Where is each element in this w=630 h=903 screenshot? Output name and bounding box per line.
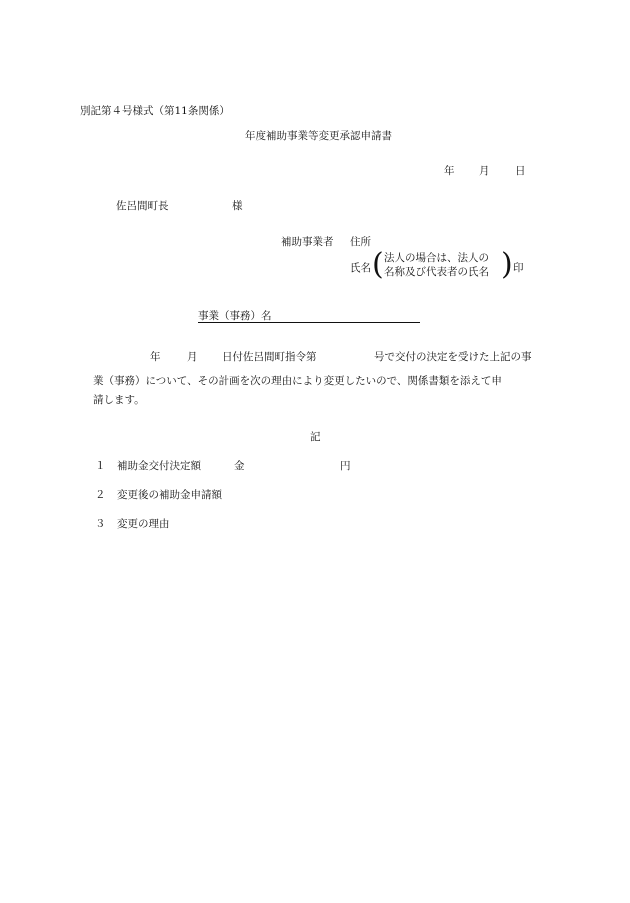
- item-2-number: ２: [95, 489, 106, 501]
- item-1-suffix: 円: [340, 460, 351, 472]
- seal-mark: 印: [513, 262, 524, 274]
- note-heading: 記: [310, 431, 321, 443]
- close-bracket: ): [501, 247, 513, 282]
- body-year: 年: [150, 351, 161, 363]
- body-day-text: 日付佐呂間町指令第: [222, 351, 317, 363]
- body-month: 月: [187, 351, 198, 363]
- project-name-underline: [198, 322, 420, 323]
- corporate-note-line1: 法人の場合は、法人の: [384, 252, 489, 264]
- addressee-name: 佐呂間町長: [116, 200, 169, 212]
- corporate-note-line2: 名称及び代表者の氏名: [384, 266, 489, 278]
- item-2-label: 変更後の補助金申請額: [117, 489, 222, 501]
- project-name-label: 事業（事務）名: [198, 310, 272, 322]
- item-1-prefix: 金: [234, 460, 245, 472]
- body-line2: 業（事務）について、その計画を次の理由により変更したいので、関係書類を添えて申: [93, 375, 502, 387]
- item-3-number: ３: [95, 518, 106, 530]
- item-1-number: １: [95, 460, 106, 472]
- document-title: 年度補助事業等変更承認申請書: [245, 130, 392, 142]
- item-1-label: 補助金交付決定額: [117, 460, 201, 472]
- body-line1-rest: 号で交付の決定を受けた上記の事: [374, 351, 532, 363]
- date-month-label: 月: [479, 165, 490, 177]
- open-bracket: (: [372, 247, 384, 282]
- date-day-label: 日: [515, 165, 526, 177]
- applicant-name-label: 氏名: [350, 262, 371, 274]
- applicant-role: 補助事業者: [281, 236, 334, 248]
- item-3-label: 変更の理由: [117, 518, 170, 530]
- form-id: 別記第４号様式（第11条関係）: [80, 105, 230, 117]
- addressee-honorific: 様: [232, 200, 243, 212]
- body-line3: 請します。: [93, 394, 145, 406]
- applicant-address-label: 住所: [350, 236, 371, 248]
- date-year-label: 年: [444, 165, 455, 177]
